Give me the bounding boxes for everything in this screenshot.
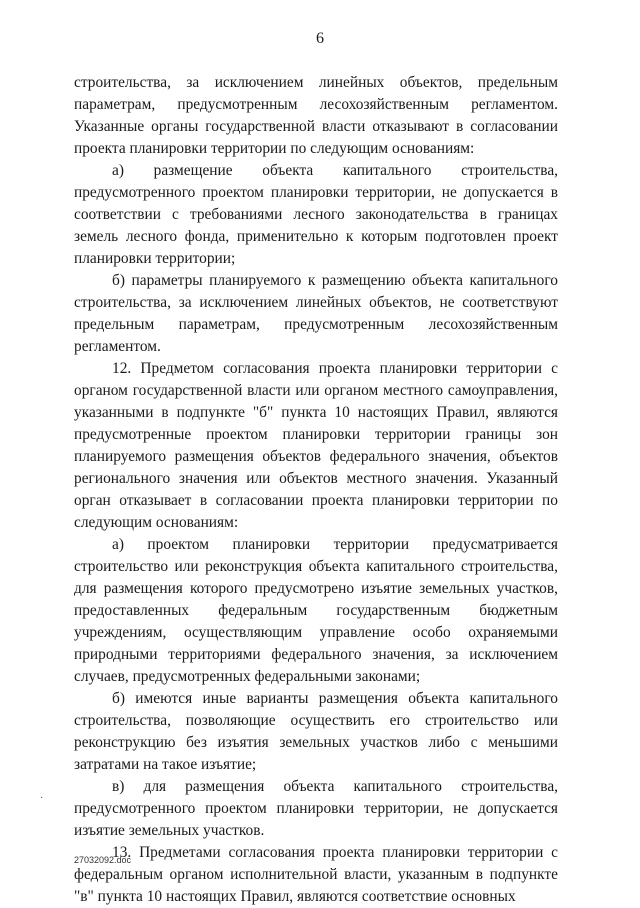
paragraph-3: б) параметры планируемого к размещению объекта капитального строительства, за исключением линейных объектов, не соответствуют предельным параметрам, предусмотренным лесохозяйственным регламентом. — [74, 272, 558, 355]
paragraph-8: 13. Предметами согласования проекта планировки территории с федеральным органом исполнительной власти, указанным в подпункте "в" пункта 10 настоящих Правил, являются соответствие основных — [74, 844, 558, 905]
page-number: 6 — [316, 30, 324, 47]
body-text — [74, 72, 558, 908]
paragraph-2: а) размещение объекта капитального строительства, предусмотренного проектом планировки территории, не допускается в соответствии с требованиями лесного законодательства в границах земель лесного фонда, применительно к которым подготовлен проект планировки территории; — [74, 162, 558, 267]
footer-filename: 27032092.doc — [74, 855, 132, 865]
paragraph-4: 12. Предметом согласования проекта планировки территории с органом государственной власти или органом местного самоуправления, указанными в подпункте "б" пункта 10 настоящих Правил, являются предусмотренные проектом планировки территории границы зон планируемого размещения объектов федерального значения, объектов регионального значения или объектов местного значения. Указанный орган отказывает в согласовании проекта планировки территории по следующим основаниям: — [74, 360, 558, 531]
paragraph-1: строительства, за исключением линейных объектов, предельным параметрам, предусмотренным лесохозяйственным регламентом. Указанные органы государственной власти отказывают в согласовании проекта планировки территории по следующим основаниям: — [74, 74, 558, 157]
paragraph-6: б) имеются иные варианты размещения объекта капитального строительства, позволяющие осуществить его строительство или реконструкцию без изъятия земельных участков либо с меньшими затратами на такое изъятие; — [74, 690, 558, 773]
margin-mark: · — [40, 793, 44, 804]
paragraph-7: в) для размещения объекта капитального строительства, предусмотренного проектом планировки территории, не допускается изъятие земельных участков. — [74, 778, 558, 839]
paragraph-5: а) проектом планировки территории предусматривается строительство или реконструкция объекта капитального строительства, для размещения которого предусмотрено изъятие земельных участков, предоставленных федеральным государственным бюджетным учреждениям, осуществляющим управление особо охраняемыми природными территориями федерального значения, за исключением случаев, предусмотренных федеральными законами; — [74, 536, 558, 685]
